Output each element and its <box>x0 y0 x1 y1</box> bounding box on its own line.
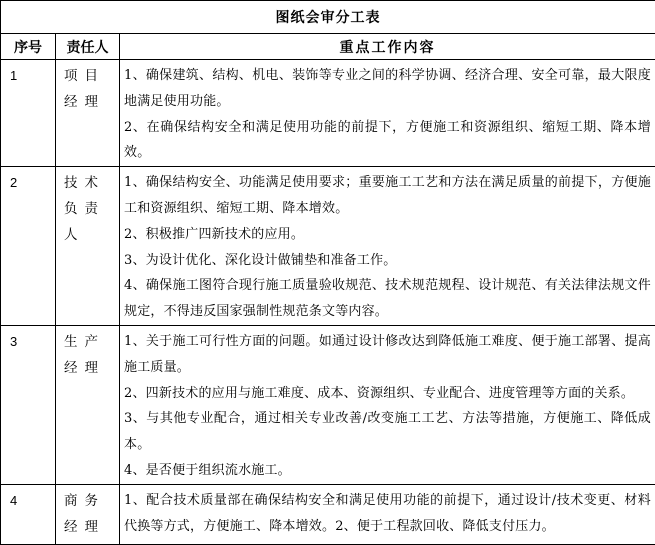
row-role: 生产经理 <box>56 325 120 484</box>
row-number: 1 <box>1 60 56 167</box>
table-row <box>1 484 655 544</box>
table-row <box>1 167 655 326</box>
table-row <box>1 60 655 167</box>
row-content <box>120 60 655 167</box>
content-item: 2、在确保结构安全和满足使用功能的前提下，方便施工和资源组织、缩短工期、降本增效。 <box>124 115 651 167</box>
header-content: 重点工作内容 <box>120 34 655 60</box>
row-number: 4 <box>1 484 56 544</box>
content-item: 1、确保结构安全、功能满足使用要求；重要施工工艺和方法在满足质量的前提下，方便施工和资源组织、缩短工期、降本增效。 <box>124 170 651 222</box>
header-role: 责任人 <box>56 34 120 60</box>
row-content <box>120 167 655 326</box>
table-title: 图纸会审分工表 <box>1 1 655 34</box>
row-content <box>120 325 655 484</box>
content-item: 1、确保建筑、结构、机电、装饰等专业之间的科学协调、经济合理、安全可靠，最大限度地满足使用功能。 <box>124 63 651 115</box>
row-role: 商务经理 <box>56 484 120 544</box>
content-item: 1、配合技术质量部在确保结构安全和满足使用功能的前提下，通过设计/技术变更、材料代换等方式，方便施工、降本增效。2、便于工程款回收、降低支付压力。 <box>124 488 651 540</box>
content-item: 2、四新技术的应用与施工难度、成本、资源组织、专业配合、进度管理等方面的关系。 <box>124 381 651 407</box>
content-item: 3、为设计优化、深化设计做铺垫和准备工作。 <box>124 248 651 274</box>
row-role: 技术负责人 <box>56 167 120 326</box>
row-content <box>120 484 655 544</box>
header-seq: 序号 <box>1 34 56 60</box>
title-row <box>1 1 655 34</box>
content-item: 3、与其他专业配合，通过相关专业改善/改变施工工艺、方法等措施，方便施工、降低成本。 <box>124 406 651 458</box>
table-row <box>1 325 655 484</box>
content-item: 1、关于施工可行性方面的问题。如通过设计修改达到降低施工难度、便于施工部署、提高施工质量。 <box>124 329 651 381</box>
content-item: 4、是否便于组织流水施工。 <box>124 458 651 484</box>
content-item: 2、积极推广四新技术的应用。 <box>124 222 651 248</box>
header-row <box>1 34 655 60</box>
content-item: 4、确保施工图符合现行施工质量验收规范、技术规范规程、设计规范、有关法律法规文件规定，不得违反国家强制性规范条文等内容。 <box>124 273 651 325</box>
row-role: 项目经理 <box>56 60 120 167</box>
row-number: 3 <box>1 325 56 484</box>
row-number: 2 <box>1 167 56 326</box>
